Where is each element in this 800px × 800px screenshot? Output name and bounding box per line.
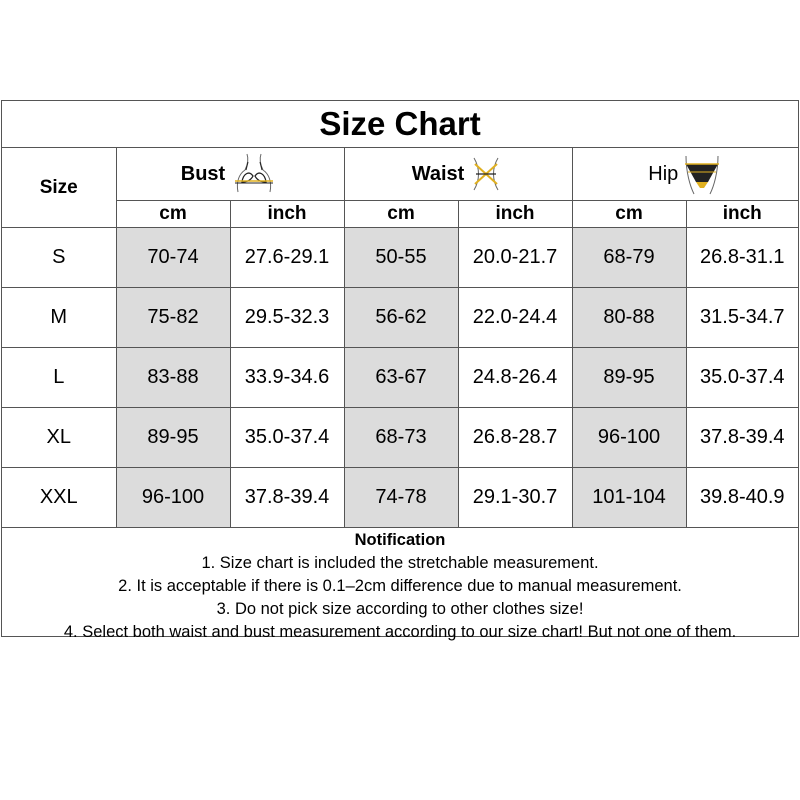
- size-label: M: [2, 288, 116, 348]
- bust-cm-value: 96-100: [116, 468, 230, 528]
- hip-inch-value: 35.0-37.4: [686, 348, 798, 408]
- hip-cm-value: 96-100: [572, 408, 686, 468]
- hip-inch-value: 26.8-31.1: [686, 228, 798, 288]
- bust-inch-value: 29.5-32.3: [230, 288, 344, 348]
- table-row: [2, 288, 798, 348]
- bust-inch-value: 33.9-34.6: [230, 348, 344, 408]
- bust-cm-value: 89-95: [116, 408, 230, 468]
- hip-inch-value: 31.5-34.7: [686, 288, 798, 348]
- unit-bust-cm: cm: [116, 201, 230, 228]
- waist-label: Waist: [411, 162, 465, 185]
- notification-line: 1. Size chart is included the stretchable measurement.: [201, 554, 599, 572]
- hip-header: [572, 148, 798, 201]
- bust-cm-value: 70-74: [116, 228, 230, 288]
- notification-section: [2, 528, 798, 645]
- bust-inch-value: 27.6-29.1: [230, 228, 344, 288]
- bust-cm-value: 83-88: [116, 348, 230, 408]
- notification-line: 3. Do not pick size according to other clothes size!: [216, 600, 584, 618]
- waist-header: [344, 148, 572, 201]
- table-row: [2, 468, 798, 528]
- bust-cm-value: 75-82: [116, 288, 230, 348]
- hip-cm-value: 101-104: [572, 468, 686, 528]
- panty-icon: [682, 152, 722, 196]
- notification-title: Notification: [354, 531, 446, 549]
- hip-cm-value: 80-88: [572, 288, 686, 348]
- notification-line: 4. Select both waist and bust measurement according to our size chart! But not one of them.: [63, 623, 737, 641]
- size-chart: [1, 100, 799, 641]
- table-row: [2, 228, 798, 288]
- unit-bust-inch: inch: [230, 201, 344, 228]
- hip-inch-value: 37.8-39.4: [686, 408, 798, 468]
- waist-measure-icon: [468, 154, 504, 194]
- bust-inch-value: 37.8-39.4: [230, 468, 344, 528]
- hip-cm-value: 68-79: [572, 228, 686, 288]
- table-row: [2, 408, 798, 468]
- waist-cm-value: 74-78: [344, 468, 458, 528]
- size-label: L: [2, 348, 116, 408]
- table-row: [2, 348, 798, 408]
- size-label: S: [2, 228, 116, 288]
- hip-label: Hip: [648, 162, 679, 185]
- chart-title: Size Chart: [2, 101, 798, 148]
- unit-waist-cm: cm: [344, 201, 458, 228]
- size-label: XXL: [2, 468, 116, 528]
- waist-cm-value: 63-67: [344, 348, 458, 408]
- bust-inch-value: 35.0-37.4: [230, 408, 344, 468]
- bra-icon: [229, 152, 279, 196]
- waist-inch-value: 29.1-30.7: [458, 468, 572, 528]
- waist-cm-value: 56-62: [344, 288, 458, 348]
- bust-label: Bust: [180, 162, 226, 185]
- size-label: XL: [2, 408, 116, 468]
- bust-header: [116, 148, 344, 201]
- notification-line: 2. It is acceptable if there is 0.1–2cm difference due to manual measurement.: [118, 577, 682, 595]
- size-chart-table: [2, 101, 798, 644]
- waist-inch-value: 26.8-28.7: [458, 408, 572, 468]
- hip-cm-value: 89-95: [572, 348, 686, 408]
- waist-cm-value: 68-73: [344, 408, 458, 468]
- unit-waist-inch: inch: [458, 201, 572, 228]
- waist-inch-value: 20.0-21.7: [458, 228, 572, 288]
- waist-inch-value: 22.0-24.4: [458, 288, 572, 348]
- waist-inch-value: 24.8-26.4: [458, 348, 572, 408]
- size-column-header: Size: [2, 148, 116, 228]
- unit-hip-inch: inch: [686, 201, 798, 228]
- unit-hip-cm: cm: [572, 201, 686, 228]
- hip-inch-value: 39.8-40.9: [686, 468, 798, 528]
- waist-cm-value: 50-55: [344, 228, 458, 288]
